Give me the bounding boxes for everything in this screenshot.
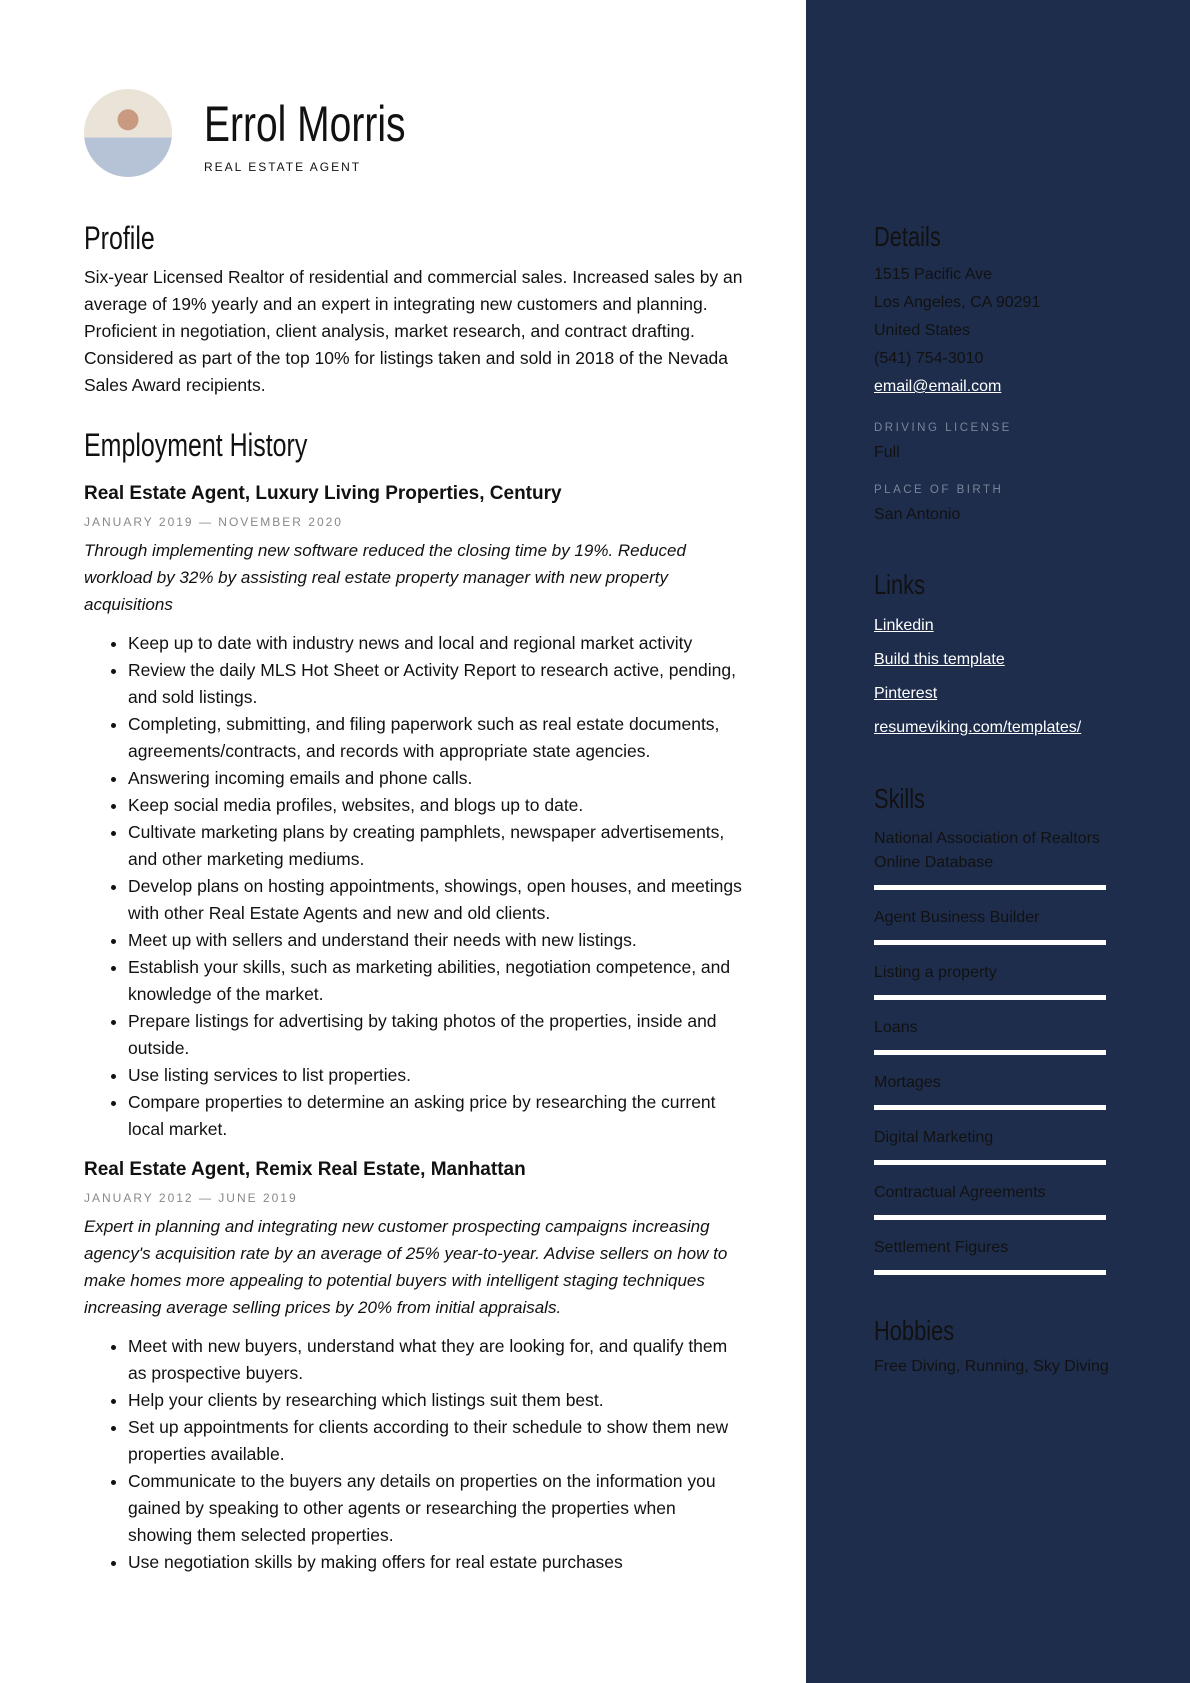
link-row bbox=[874, 609, 1114, 643]
skill-level-bar bbox=[874, 1105, 1106, 1110]
candidate-name: Errol Morris bbox=[204, 96, 406, 152]
bullet-item: • Answering incoming emails and phone calls. bbox=[128, 765, 744, 792]
bullet-item: • Use negotiation skills by making offers for real estate purchases bbox=[128, 1549, 744, 1576]
bullet-item: • Develop plans on hosting appointments, showings, open houses, and meetings with other Real Estate Agents and new and old clients. bbox=[128, 873, 744, 927]
bullet-item: • Establish your skills, such as marketing abilities, negotiation competence, and knowledge of the market. bbox=[128, 954, 744, 1008]
address-line: Los Angeles, CA 90291 bbox=[874, 294, 1041, 311]
skill-level-bar bbox=[874, 1270, 1106, 1275]
job-title: Real Estate Agent, Remix Real Estate, Manhattan bbox=[84, 1159, 526, 1180]
bullet-item: • Completing, submitting, and filing paperwork such as real estate documents, agreements/contracts, and records with appropriate state agencies. bbox=[128, 711, 744, 765]
skill-name: Settlement Figures bbox=[874, 1239, 1009, 1256]
address-line: 1515 Pacific Ave bbox=[874, 266, 993, 283]
bullet-item: • Prepare listings for advertising by taking photos of the properties, inside and outside. bbox=[128, 1008, 744, 1062]
skill-name: Loans bbox=[874, 1019, 918, 1036]
job-entry bbox=[84, 481, 744, 1143]
main-column bbox=[84, 0, 744, 1576]
birth-label: PLACE OF BIRTH bbox=[874, 484, 1004, 496]
link-linkedin[interactable]: Linkedin bbox=[874, 617, 934, 634]
bullet-list bbox=[84, 630, 744, 1143]
email-link[interactable]: email@email.com bbox=[874, 378, 1002, 395]
skill-name: Listing a property bbox=[874, 964, 997, 981]
job-dates: JANUARY 2012 — JUNE 2019 bbox=[84, 1191, 298, 1205]
skill-name: Contractual Agreements bbox=[874, 1184, 1046, 1201]
skill-name: Digital Marketing bbox=[874, 1129, 994, 1146]
details-section bbox=[874, 219, 1114, 1381]
job-list bbox=[84, 481, 744, 1576]
bullet-item: • Meet up with sellers and understand their needs with new listings. bbox=[128, 927, 744, 954]
bullet-item: • Cultivate marketing plans by creating pamphlets, newspaper advertisements, and other marketing mediums. bbox=[128, 819, 744, 873]
skill-level-bar bbox=[874, 885, 1106, 890]
skill-level-bar bbox=[874, 995, 1106, 1000]
bullet-item: • Meet with new buyers, understand what they are looking for, and qualify them as prospective buyers. bbox=[128, 1333, 744, 1387]
job-summary: Expert in planning and integrating new customer prospecting campaigns increasing agency's acquisition rate by an average of 25% year-to-year. Advise sellers on how to make homes more appealing to potential buyers with intelligent staging techniques increasing average selling prices by 20% from initial appraisals. bbox=[84, 1217, 728, 1317]
address-line: United States bbox=[874, 322, 971, 339]
skill-level-bar bbox=[874, 1050, 1106, 1055]
link-build-this-template[interactable]: Build this template bbox=[874, 651, 1005, 668]
bullet-item: • Help your clients by researching which listings suit them best. bbox=[128, 1387, 744, 1414]
employment-heading: Employment History bbox=[84, 427, 308, 463]
birth-value: San Antonio bbox=[874, 506, 961, 523]
skills-heading: Skills bbox=[874, 783, 925, 814]
profile-text: Six-year Licensed Realtor of residential and commercial sales. Increased sales by an average of 19% yearly and an expert in integrating new customers and planning. Proficient in negotiation, client analysis, market research, and contract drafting. Considered as part of the top 10% for listings taken and sold in 2018 of the Nevada Sales Award recipients. bbox=[84, 267, 743, 395]
link-row bbox=[874, 677, 1114, 711]
link-row bbox=[874, 711, 1114, 745]
skill-level-bar bbox=[874, 1215, 1106, 1220]
profile-heading: Profile bbox=[84, 220, 155, 256]
skill-name: Mortages bbox=[874, 1074, 941, 1091]
bullet-item: • Communicate to the buyers any details on properties on the information you gained by speaking to other agents or researching the properties when showing them selected properties. bbox=[128, 1468, 744, 1549]
links-heading: Links bbox=[874, 569, 925, 600]
bullet-item: • Keep social media profiles, websites, and blogs up to date. bbox=[128, 792, 744, 819]
link-pinterest[interactable]: Pinterest bbox=[874, 685, 938, 702]
job-summary: Through implementing new software reduced the closing time by 19%. Reduced workload by 32% by assisting real estate property manager with new property acquisitions bbox=[84, 541, 686, 614]
license-label: DRIVING LICENSE bbox=[874, 422, 1012, 434]
skill-level-bar bbox=[874, 1160, 1106, 1165]
bullet-item: • Compare properties to determine an asking price by researching the current local market. bbox=[128, 1089, 744, 1143]
skill-name: Agent Business Builder bbox=[874, 909, 1040, 926]
license-value: Full bbox=[874, 444, 900, 461]
link-row bbox=[874, 643, 1114, 677]
bullet-item: • Review the daily MLS Hot Sheet or Activity Report to research active, pending, and sold listings. bbox=[128, 657, 744, 711]
bullet-item: • Use listing services to list properties. bbox=[128, 1062, 744, 1089]
skill-name: National Association of Realtors Online Database bbox=[874, 830, 1100, 871]
hobbies-text: Free Diving, Running, Sky Diving bbox=[874, 1358, 1109, 1375]
skill-level-bar bbox=[874, 940, 1106, 945]
bullet-list bbox=[84, 1333, 744, 1576]
bullet-item: • Keep up to date with industry news and local and regional market activity bbox=[128, 630, 744, 657]
details-heading: Details bbox=[874, 221, 941, 252]
job-title: Real Estate Agent, Luxury Living Properties, Century bbox=[84, 483, 562, 504]
job-dates: JANUARY 2019 — NOVEMBER 2020 bbox=[84, 515, 343, 529]
hobbies-heading: Hobbies bbox=[874, 1315, 955, 1346]
link-resumeviking-com-templates-[interactable]: resumeviking.com/templates/ bbox=[874, 719, 1082, 736]
bullet-item: • Set up appointments for clients according to their schedule to show them new properties available. bbox=[128, 1414, 744, 1468]
job-title: REAL ESTATE AGENT bbox=[204, 160, 362, 174]
job-entry bbox=[84, 1157, 744, 1576]
address-line: (541) 754-3010 bbox=[874, 350, 984, 367]
